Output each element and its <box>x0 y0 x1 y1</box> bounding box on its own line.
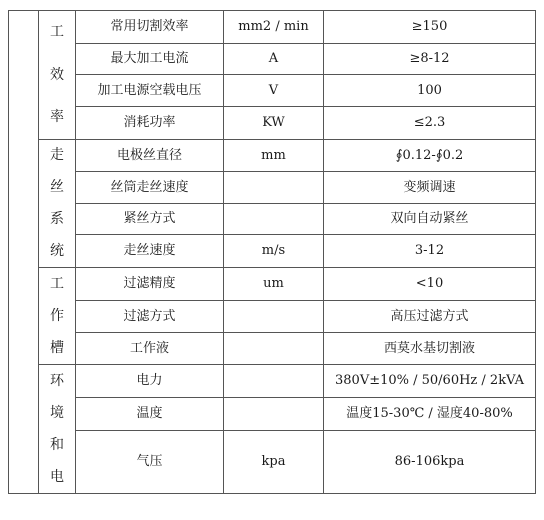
spec-table <box>8 10 536 494</box>
category-char: 系 <box>50 210 64 227</box>
param-name: 最大加工电流 <box>76 44 224 75</box>
param-unit: A <box>224 44 324 75</box>
category-wire-system <box>39 140 76 268</box>
param-name: 加工电源空载电压 <box>76 75 224 107</box>
param-name: 电力 <box>76 365 224 398</box>
param-name: 温度 <box>76 398 224 430</box>
category-worktank <box>39 268 76 365</box>
param-value: 温度15-30℃ / 湿度40-80% <box>324 398 536 430</box>
param-unit: m/s <box>224 235 324 268</box>
param-value: 双向自动紧丝 <box>324 204 536 235</box>
param-unit <box>224 204 324 235</box>
param-value: 86-106kpa <box>324 430 536 494</box>
param-unit: kpa <box>224 430 324 494</box>
category-char: 环 <box>50 372 64 389</box>
param-value: 100 <box>324 75 536 107</box>
param-unit <box>224 398 324 430</box>
table-row <box>9 140 536 172</box>
param-value: 变频调速 <box>324 172 536 204</box>
category-char: 工 <box>50 23 64 40</box>
table-row <box>9 11 536 44</box>
category-char: 工 <box>50 275 64 292</box>
param-value: 高压过滤方式 <box>324 301 536 333</box>
param-name: 消耗功率 <box>76 107 224 140</box>
category-char: 统 <box>50 242 64 259</box>
param-value: 380V±10% / 50/60Hz / 2kVA <box>324 365 536 398</box>
param-value: ≥8-12 <box>324 44 536 75</box>
category-char: 丝 <box>50 179 64 196</box>
category-efficiency <box>39 11 76 140</box>
param-unit: KW <box>224 107 324 140</box>
table-row <box>9 44 536 75</box>
category-char: 效 <box>50 66 64 83</box>
left-margin-cell <box>9 11 39 494</box>
table-row <box>9 268 536 301</box>
table-row <box>9 75 536 107</box>
table-row <box>9 398 536 430</box>
param-value: ≥150 <box>324 11 536 44</box>
param-unit: V <box>224 75 324 107</box>
param-unit <box>224 365 324 398</box>
table-row <box>9 333 536 365</box>
param-name: 紧丝方式 <box>76 204 224 235</box>
category-char: 作 <box>50 307 64 324</box>
table-row <box>9 204 536 235</box>
table-row <box>9 430 536 494</box>
param-name: 工作液 <box>76 333 224 365</box>
category-char: 电 <box>50 468 64 485</box>
param-name: 气压 <box>76 430 224 494</box>
param-unit: mm2 / min <box>224 11 324 44</box>
param-name: 常用切割效率 <box>76 11 224 44</box>
param-name: 过滤方式 <box>76 301 224 333</box>
param-unit: um <box>224 268 324 301</box>
category-environment <box>39 365 76 494</box>
category-char: 境 <box>50 404 64 421</box>
param-name: 电极丝直径 <box>76 140 224 172</box>
param-value: ∮0.12-∮0.2 <box>324 140 536 172</box>
table-row <box>9 172 536 204</box>
table-row <box>9 301 536 333</box>
param-value: <10 <box>324 268 536 301</box>
param-unit: mm <box>224 140 324 172</box>
category-char: 走 <box>50 147 64 164</box>
param-name: 走丝速度 <box>76 235 224 268</box>
param-unit <box>224 172 324 204</box>
param-value: 西莫水基切割液 <box>324 333 536 365</box>
param-unit <box>224 301 324 333</box>
table-row <box>9 235 536 268</box>
param-value: 3-12 <box>324 235 536 268</box>
param-name: 丝筒走丝速度 <box>76 172 224 204</box>
param-name: 过滤精度 <box>76 268 224 301</box>
param-value: ≤2.3 <box>324 107 536 140</box>
table-row <box>9 365 536 398</box>
param-unit <box>224 333 324 365</box>
category-char: 和 <box>50 436 64 453</box>
table-row <box>9 107 536 140</box>
category-char: 槽 <box>50 339 64 356</box>
category-char: 率 <box>50 109 64 126</box>
